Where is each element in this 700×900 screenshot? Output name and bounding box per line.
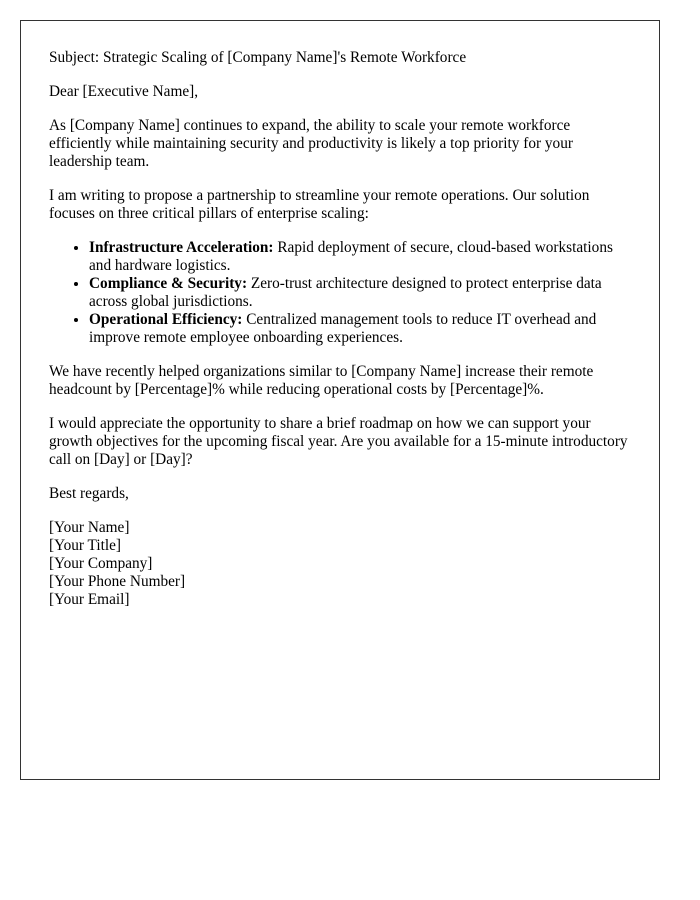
pillar-title: Operational Efficiency:: [89, 311, 243, 328]
subject-line: Subject: Strategic Scaling of [Company Name]'s Remote Workforce: [49, 49, 467, 66]
signature-block: [49, 519, 631, 609]
pillar-item: [89, 311, 631, 347]
salutation: Dear [Executive Name],: [49, 83, 199, 100]
signature-phone: [Your Phone Number]: [49, 573, 186, 590]
pillars-list: [49, 239, 631, 347]
signature-email: [Your Email]: [49, 591, 130, 608]
intro-paragraph: As [Company Name] continues to expand, the ability to scale your remote workforce efficiently while maintaining security and productivity is likely a top priority for your leadership team.: [49, 117, 573, 170]
signature-name: [Your Name]: [49, 519, 130, 536]
pillar-title: Compliance & Security:: [89, 275, 248, 292]
pillar-text: Zero-trust architecture designed to protect enterprise data across global jurisdictions.: [89, 275, 602, 310]
signature-company: [Your Company]: [49, 555, 153, 572]
pillar-text: Centralized management tools to reduce IT overhead and improve remote employee onboarding experiences.: [89, 311, 597, 346]
results-paragraph: We have recently helped organizations similar to [Company Name] increase their remote headcount by [Percentage]% while reducing operational costs by [Percentage]%.: [49, 363, 594, 398]
signature-title: [Your Title]: [49, 537, 121, 554]
pillar-title: Infrastructure Acceleration:: [89, 239, 274, 256]
cta-paragraph: I would appreciate the opportunity to share a brief roadmap on how we can support your growth objectives for the upcoming fiscal year. Are you available for a 15-minute introductory call on [Day] or [Day]?: [49, 415, 628, 468]
closing: Best regards,: [49, 485, 129, 502]
letter-page: [20, 20, 660, 780]
pillar-text: Rapid deployment of secure, cloud-based workstations and hardware logistics.: [89, 239, 613, 274]
pillar-item: [89, 275, 631, 311]
pillar-item: [89, 239, 631, 275]
proposal-paragraph: I am writing to propose a partnership to streamline your remote operations. Our solution focuses on three critical pillars of enterprise scaling:: [49, 187, 590, 222]
